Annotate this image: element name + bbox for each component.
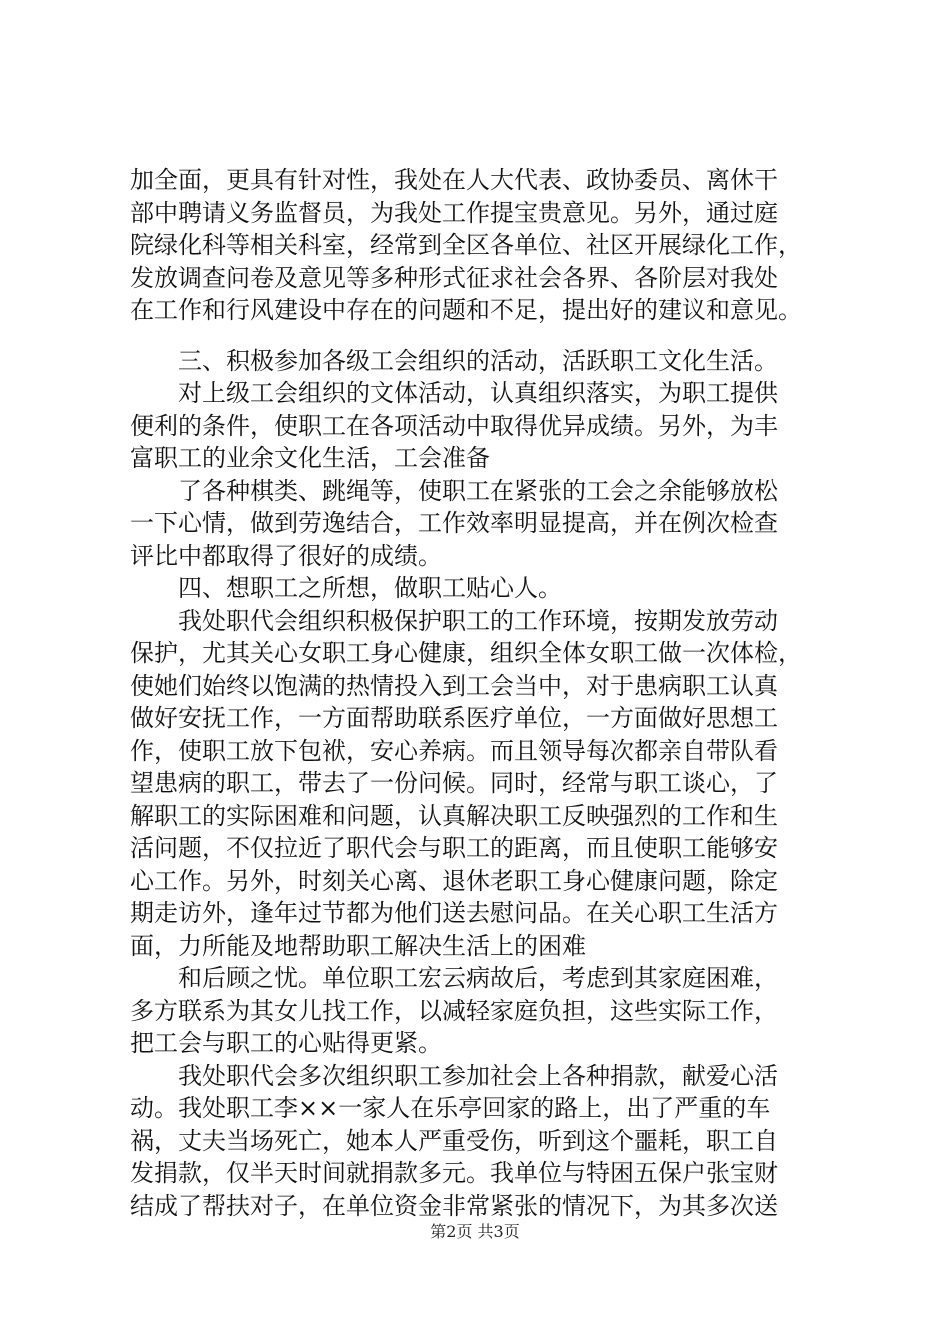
text-line: 便利的条件，使职工在各项活动中取得优异成绩。另外，为丰 — [130, 411, 778, 440]
text-line: 把工会与职工的心贴得更紧。 — [130, 1029, 442, 1057]
text-line: 了各种棋类、跳绳等，使职工在紧张的工会之余能够放松 — [130, 476, 778, 505]
text-line: 望患病的职工，带去了一份问候。同时，经常与职工谈心，了 — [130, 769, 778, 797]
text-line: 解职工的实际困难和问题，认真解决职工反映强烈的工作和生 — [130, 801, 778, 830]
text-line: 期走访外，逢年过节都为他们送去慰问品。在关心职工生活方 — [130, 899, 778, 927]
text-line: 保护，尤其关心女职工身心健康，组织全体女职工做一次体检， — [130, 639, 802, 667]
text-line: 部中聘请义务监督员，为我处工作提宝贵意见。另外，通过庭 — [130, 198, 778, 227]
text-line: 祸，丈夫当场死亡，她本人严重受伤，听到这个噩耗，职工自 — [130, 1126, 778, 1155]
text-line: 对上级工会组织的文体活动，认真组织落实，为职工提供 — [130, 379, 778, 407]
text-line: 和后顾之忧。单位职工宏云病故后，考虑到其家庭困难， — [130, 964, 778, 992]
text-line: 多方联系为其女儿找工作，以减轻家庭负担，这些实际工作， — [130, 996, 778, 1025]
text-line: 我处职代会组织积极保护职工的工作环境，按期发放劳动 — [130, 606, 778, 635]
text-line: 使她们始终以饱满的热情投入到工会当中，对于患病职工认真 — [130, 671, 778, 700]
text-line: 结成了帮扶对子，在单位资金非常紧张的情况下，为其多次送 — [130, 1191, 778, 1220]
text-line: 面，力所能及地帮助职工解决生活上的困难 — [130, 931, 586, 960]
text-line: 活问题，不仅拉近了职代会与职工的距离，而且使职工能够安 — [130, 834, 778, 862]
body-text — [130, 164, 830, 1222]
text-line: 评比中都取得了很好的成绩。 — [130, 541, 442, 570]
text-line: 作，使职工放下包袱，安心养病。而且领导每次都亲自带队看 — [130, 736, 778, 765]
text-line: 四、想职工之所想，做职工贴心人。 — [130, 574, 562, 602]
text-line: 富职工的业余文化生活，工会准备 — [130, 444, 490, 472]
text-line: 我处职代会多次组织职工参加社会上各种捐款，献爱心活 — [130, 1061, 778, 1090]
text-line: 做好安抚工作，一方面帮助联系医疗单位，一方面做好思想工 — [130, 704, 778, 732]
text-line: 在工作和行风建设中存在的问题和不足，提出好的建议和意见。 — [130, 296, 802, 324]
text-line: 三、积极参加各级工会组织的活动，活跃职工文化生活。 — [130, 346, 778, 375]
text-line: 院绿化科等相关科室，经常到全区各单位、社区开展绿化工作， — [130, 231, 802, 259]
text-line: 发捐款，仅半天时间就捐款多元。我单位与特困五保户张宝财 — [130, 1159, 778, 1187]
text-line: 加全面，更具有针对性，我处在人大代表、政协委员、离休干 — [130, 166, 778, 194]
text-line: 一下心情，做到劳逸结合，工作效率明显提高，并在例次检查 — [130, 509, 778, 537]
text-line: 发放调查问卷及意见等多种形式征求社会各界、各阶层对我处 — [130, 263, 778, 292]
page-footer: 第2页 共3页 — [430, 1222, 520, 1241]
text-line: 心工作。另外，时刻关心离、退休老职工身心健康问题，除定 — [130, 866, 778, 895]
text-line: 动。我处职工李××一家人在乐亭回家的路上，出了严重的车 — [130, 1094, 771, 1122]
paragraph-gap — [130, 327, 830, 345]
